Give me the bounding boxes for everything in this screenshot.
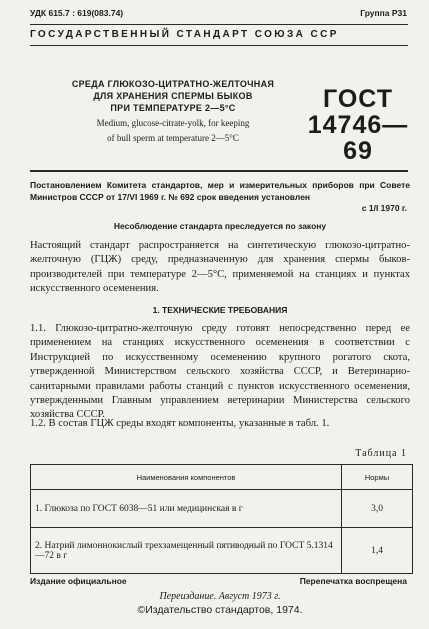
title-divider bbox=[30, 170, 408, 172]
header-components: Наименования компонентов bbox=[31, 465, 342, 490]
paragraph-1-1: 1.1. Глюкозо-цитратно-желточную среду готовят непосредственно перед ее применением на станциях искусственного осеменения в соответствии с Инструкцией по искусственному осеменению крупного рогатого скота, утвержденной Министерством сельского хозяйства СССР, и Ветеринарно-санитарными правилами работы станций с пунктов искусственного осеменения, утвержденными Главным управлением ветеринарии Министерства сельского хозяйства СССР. bbox=[30, 323, 410, 421]
header-norms: Нормы bbox=[342, 465, 413, 490]
standard-title bbox=[58, 78, 288, 144]
table-label: Таблица 1 bbox=[355, 448, 407, 459]
publisher-copyright: ©Издательство стандартов, 1974. bbox=[137, 604, 303, 616]
gost-number bbox=[302, 86, 414, 164]
header-rule-bottom bbox=[30, 45, 408, 46]
effective-date: с 1/I 1970 г. bbox=[361, 203, 407, 213]
title-ru-line-1: СРЕДА ГЛЮКОЗО-ЦИТРАТНО-ЖЕЛТОЧНАЯ bbox=[71, 79, 275, 89]
udk-code: УДК 615.7 : 619(083.74) bbox=[30, 8, 124, 18]
reprint-banned: Перепечатка воспрещена bbox=[299, 576, 407, 586]
components-table bbox=[30, 464, 413, 574]
title-en-line-1: Medium, glucose-citrate-yolk, for keeping bbox=[96, 118, 250, 128]
table-row bbox=[31, 490, 413, 528]
table-row bbox=[31, 528, 413, 574]
header-rule-top bbox=[30, 24, 408, 25]
row-2-component: 2. Натрий лимоннокислый трехзамещенный пятиводный по ГОСТ 5.1314—72 в г bbox=[31, 528, 342, 574]
paragraph-1-2: 1.2. В состав ГЦЖ среды входят компоненты, указанные в табл. 1. bbox=[30, 418, 330, 429]
intro-paragraph: Настоящий стандарт распространяется на синтетическую глюкозо-цитратно-желточную (ГЦЖ) среду, предназначенную для хранения спермы быков-производителей при температуре 2—5°С, применяемой на станциях и пунктах искусственного осеменения. bbox=[30, 240, 410, 295]
state-standard-banner: ГОСУДАРСТВЕННЫЙ СТАНДАРТ СОЮЗА ССР bbox=[30, 29, 339, 40]
title-ru-line-2: ДЛЯ ХРАНЕНИЯ СПЕРМЫ БЫКОВ bbox=[93, 91, 253, 101]
official-edition: Издание официальное bbox=[30, 576, 127, 586]
reissue-note: Переиздание. Август 1973 г. bbox=[159, 591, 281, 602]
gost-code-number: 14746—69 bbox=[307, 111, 409, 165]
title-ru-line-3: ПРИ ТЕМПЕРАТУРЕ 2—5°С bbox=[110, 103, 236, 113]
section-1-heading: 1. ТЕХНИЧЕСКИЕ ТРЕБОВАНИЯ bbox=[152, 305, 288, 315]
decree-text: Постановлением Комитета стандартов, мер и измерительных приборов при Совете Министров СССР от 17/VI 1969 г. № 692 срок введения установлен bbox=[30, 180, 410, 202]
gost-label: ГОСТ bbox=[323, 85, 393, 113]
legal-notice: Несоблюдение стандарта преследуется по закону bbox=[113, 221, 327, 231]
row-1-component: 1. Глюкоза по ГОСТ 6038—51 или медицинская в г bbox=[31, 490, 342, 528]
row-1-norm: 3,0 bbox=[342, 490, 413, 528]
row-2-norm: 1,4 bbox=[342, 528, 413, 574]
title-en-line-2: of bull sperm at temperature 2—5°C bbox=[107, 133, 239, 143]
table-header-row bbox=[31, 465, 413, 490]
group-code: Группа Р31 bbox=[360, 8, 407, 18]
